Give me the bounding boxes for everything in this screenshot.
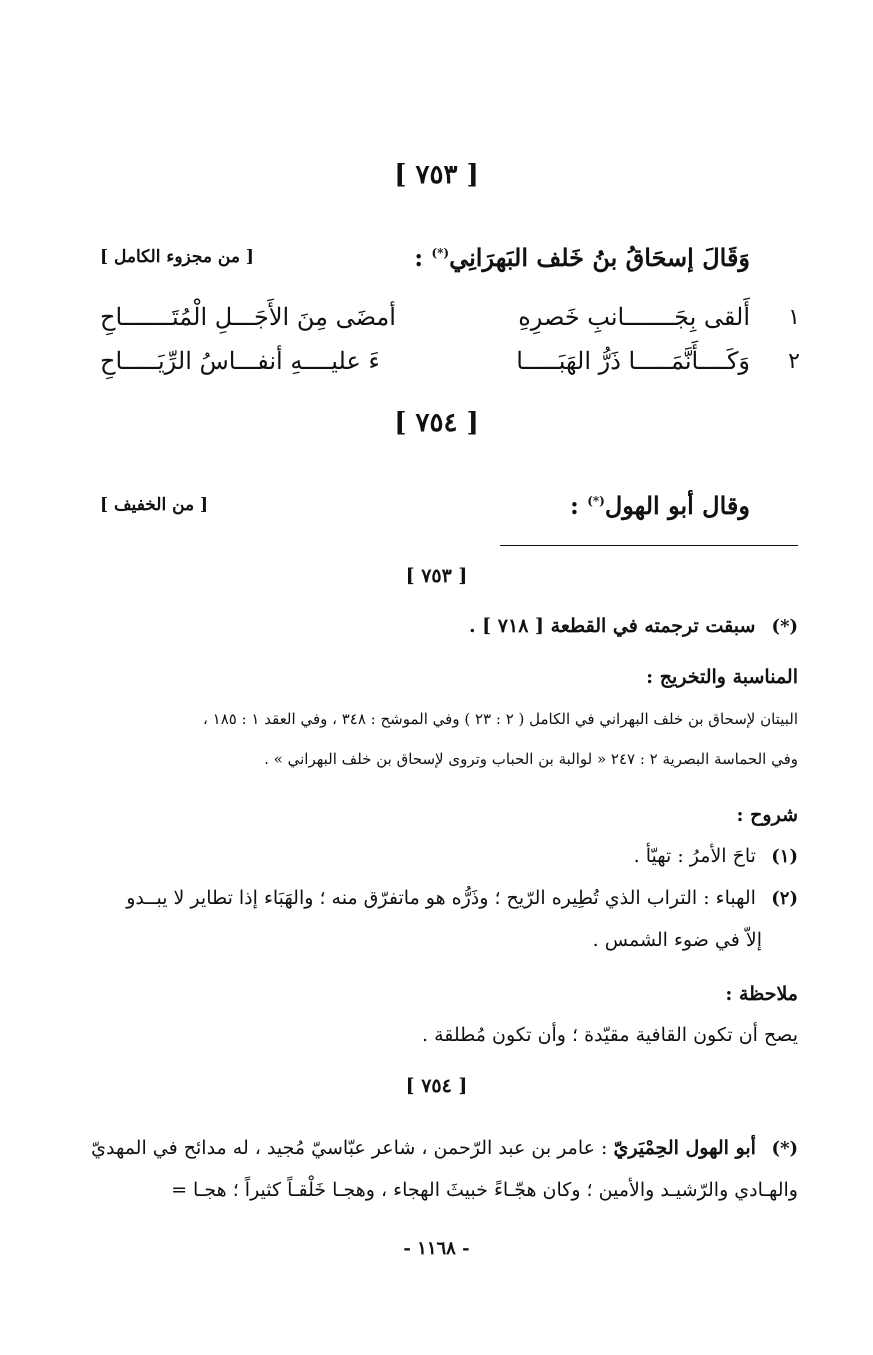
munasaba-heading: المناسبة والتخريج : bbox=[646, 666, 798, 688]
verse-number: ٢ bbox=[788, 349, 800, 374]
verse-second-hemistich: ءَ عليــــهِ أنفـــاسُ الرِّيَـــــاحِ bbox=[100, 347, 380, 375]
mulahaza-text: يصح أن تكون القافية مقيّدة ؛ وأن تكون مُطلقة . bbox=[422, 1024, 798, 1046]
heading-colon: : bbox=[414, 243, 424, 272]
note-bio-text: سبقت ترجمته في القطعة [ ٧١٨ ] . bbox=[468, 615, 756, 637]
meter-label: [ من مجزوء الكامل ] bbox=[100, 247, 254, 267]
meter-label: [ من الخفيف ] bbox=[100, 495, 209, 515]
sharh-continuation: إلاّ في ضوء الشمس . bbox=[592, 929, 762, 951]
verse-first-hemistich: أَلقى بِجَـــــــانبِ خَصرِهِ bbox=[518, 303, 750, 331]
sharh-line bbox=[98, 887, 798, 909]
poet-name: وَقَالَ إسحَاقُ بنُ خَلف البَهرَانِي bbox=[449, 243, 750, 272]
poet-name: وقال أبو الهول bbox=[604, 491, 750, 520]
sharh-text: تاحَ الأمرُ : تهيّأ . bbox=[633, 845, 756, 867]
footnote-star-mark: (*) bbox=[771, 616, 798, 637]
footnote-star: (*) bbox=[431, 246, 450, 260]
sharh-text: الهباء : التراب الذي تُطِيره الرّيح ؛ وذَرُّه هو ماتفرّق منه ؛ والهَبَاء إذا تطاير لا يبــدو bbox=[126, 887, 756, 909]
poet-bio-continuation: والهـادي والرّشيـد والأمين ؛ وكان هجّـاءً خبيثَ الهجاء ، وهجـا خَلْقـاً كثيراً ؛ هجـا = bbox=[171, 1179, 798, 1201]
verse-second-hemistich: أمضَى مِنَ الأَجَـــلِ الْمُتَـــــــاحِ bbox=[100, 303, 396, 331]
takhrij-line: وفي الحماسة البصرية ٢ : ٢٤٧ « لوالبة بن الحباب وتروى لإسحاق بن خلف البهراني » . bbox=[264, 750, 798, 768]
poem-number-754: [ ٧٥٤ ] bbox=[394, 408, 479, 438]
poem-heading-754 bbox=[100, 491, 750, 531]
poet-bio-name: أبو الهول الحِمْيَريّ bbox=[613, 1137, 756, 1159]
note-bio-line bbox=[98, 615, 798, 637]
mulahaza-heading: ملاحظة : bbox=[725, 983, 798, 1005]
verse-row bbox=[100, 347, 800, 387]
shuruh-heading: شروح : bbox=[736, 804, 798, 826]
sharh-line bbox=[98, 845, 798, 867]
footnote-star-mark: (*) bbox=[771, 1138, 798, 1159]
poet-attribution bbox=[414, 243, 750, 272]
notes-number-754: [ ٧٥٤ ] bbox=[405, 1075, 468, 1097]
verse-number: ١ bbox=[788, 305, 800, 330]
sharh-number: (٢) bbox=[771, 888, 798, 909]
notes-number-753: [ ٧٥٣ ] bbox=[405, 565, 468, 587]
verse-first-hemistich: وَكَــــأَنَّمَـــــا ذَرُّ الهَبَـــــا bbox=[516, 347, 750, 375]
poet-bio-text: : عامر بن عبد الرّحمن ، شاعر عبّاسيّ مُجيد ، له مدائح في المهديّ bbox=[91, 1137, 608, 1159]
poem-heading-753 bbox=[100, 243, 750, 283]
poem-number-753: [ ٧٥٣ ] bbox=[394, 160, 479, 190]
sharh-number: (١) bbox=[771, 846, 798, 867]
poet-attribution bbox=[570, 491, 750, 520]
verse-row bbox=[100, 303, 800, 343]
takhrij-line: البيتان لإسحاق بن خلف البهراني في الكامل ( ٢ : ٢٣ ) وفي الموشح : ٣٤٨ ، وفي العقد ١ : ١٨٥ ، bbox=[203, 710, 798, 728]
footnote-divider bbox=[500, 545, 798, 546]
heading-colon: : bbox=[569, 491, 579, 520]
note-bio-line bbox=[91, 1137, 798, 1159]
footnote-star: (*) bbox=[587, 494, 605, 508]
page-number: - ١١٦٨ - bbox=[403, 1238, 470, 1259]
